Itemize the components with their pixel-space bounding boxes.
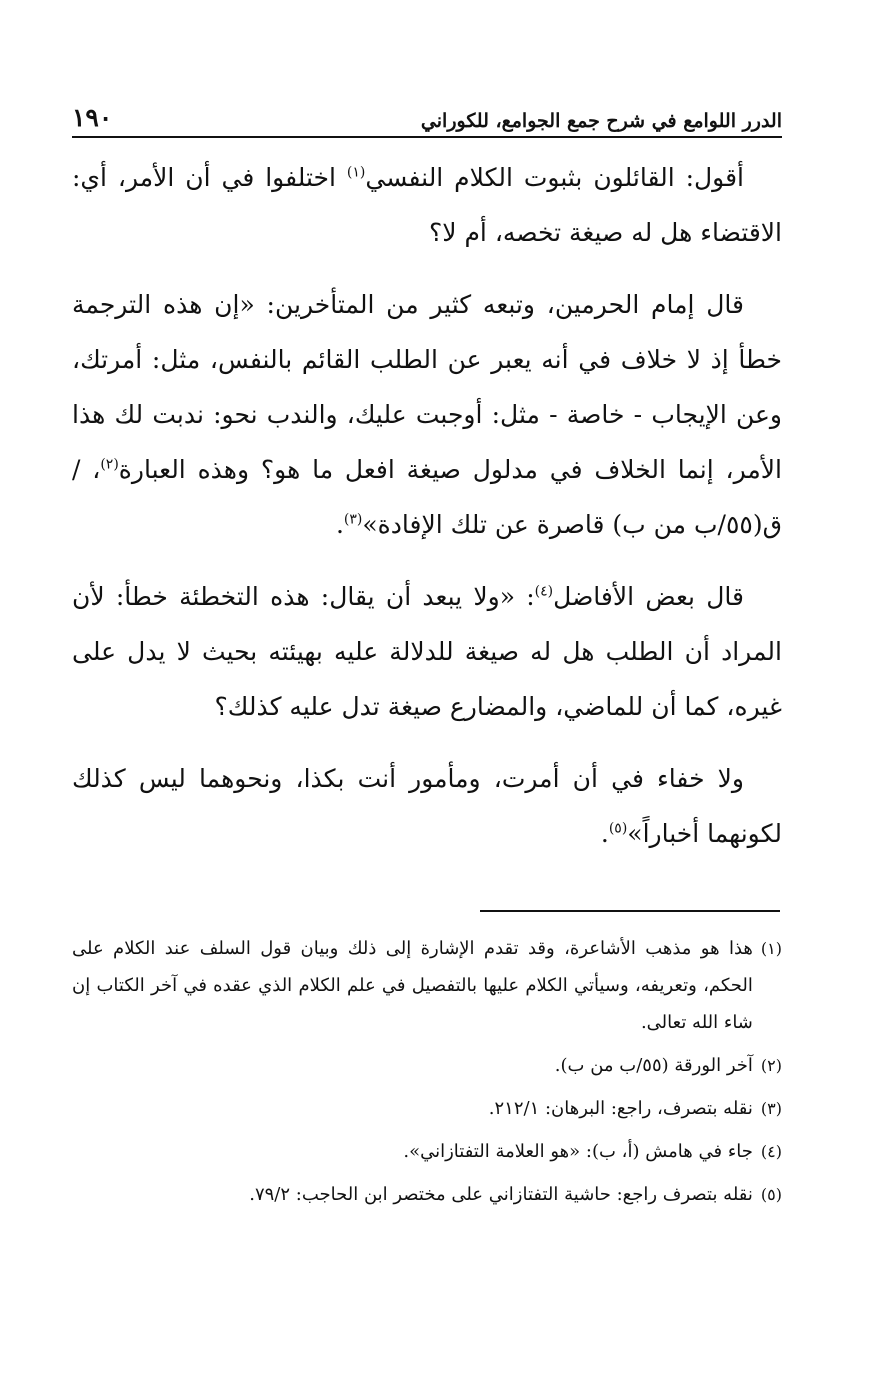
footnote-number: (٤) [760, 1142, 782, 1161]
page-header [72, 92, 782, 138]
footnote-number: (٢) [760, 1056, 782, 1075]
footnote-text: جاء في هامش (أ، ب): «هو العلامة التفتازاني». [403, 1141, 753, 1162]
footnote-ref-3: (٣) [343, 511, 363, 528]
footnote-2 [72, 1047, 782, 1084]
paragraph-2 [72, 277, 782, 552]
footnote-divider [480, 910, 780, 912]
footnotes [72, 930, 782, 1219]
running-title: الدرر اللوامع في شرح جمع الجوامع، للكوراني [420, 110, 782, 132]
footnote-text: آخر الورقة (٥٥/ب من ب). [554, 1055, 753, 1076]
paragraph-2-text-c: . [335, 510, 344, 539]
paragraph-2-text-a: قال إمام الحرمين، وتبعه كثير من المتأخرين: «إن هذه الترجمة خطأ إذ لا خلاف في أنه يعبر عن الطلب القائم بالنفس، مثل: أمرتك، وعن الإيجاب - خاصة - مثل: أوجبت عليك، والندب نحو: ندبت لك هذا الأمر، إنما الخلاف في مدلول صيغة افعل ما هو؟ وهذه العبارة [72, 290, 782, 484]
paragraph-1-text-b: اختلفوا في أن الأمر، أي: الاقتضاء هل له صيغة تخصه، أم لا؟ [72, 163, 782, 247]
footnote-ref-1: (١) [346, 164, 366, 181]
footnote-number: (٥) [760, 1185, 782, 1204]
footnote-ref-5: (٥) [608, 820, 628, 837]
paragraph-1-text-a: أقول: القائلون بثبوت الكلام النفسي [365, 163, 744, 192]
main-text [72, 150, 782, 878]
paragraph-1 [72, 150, 782, 260]
footnote-text: نقله بتصرف راجع: حاشية التفتازاني على مختصر ابن الحاجب: ٧٩/٢. [249, 1184, 753, 1205]
paragraph-4-text-a: ولا خفاء في أن أمرت، ومأمور أنت بكذا، ونحوهما ليس كذلك لكونهما أخباراً» [72, 764, 782, 848]
footnote-ref-2: (٢) [100, 456, 119, 473]
footnote-ref-4: (٤) [534, 583, 554, 600]
paragraph-3-text-b: : «ولا يبعد أن يقال: هذه التخطئة خطأ: لأن المراد أن الطلب هل له صيغة للدلالة عليه بهيئته بحيث لا يدل على غيره، كما أن للماضي، والمضارع صيغة تدل عليه كذلك؟ [72, 582, 782, 721]
paragraph-3 [72, 569, 782, 734]
paragraph-3-text-a: قال بعض الأفاضل [553, 582, 744, 611]
footnote-3 [72, 1090, 782, 1127]
footnote-4 [72, 1133, 782, 1170]
footnote-number: (١) [760, 939, 782, 958]
paragraph-2-text-b: ، / ق(٥٥/ب من ب) قاصرة عن تلك الإفادة» [72, 455, 782, 539]
footnote-text: نقله بتصرف، راجع: البرهان: ٢١٢/١. [488, 1098, 753, 1119]
footnote-number: (٣) [760, 1099, 782, 1118]
paragraph-4-text-b: . [600, 819, 609, 848]
page-number: ١٩٠ [72, 103, 113, 132]
footnote-text: هذا هو مذهب الأشاعرة، وقد تقدم الإشارة إلى ذلك وبيان قول السلف عند الكلام على الحكم، وتعريفه، وسيأتي الكلام عليها بالتفصيل في علم الكلام الذي عقده في آخر الكتاب إن شاء الله تعالى. [72, 938, 753, 1033]
footnote-5 [72, 1176, 782, 1213]
paragraph-4 [72, 751, 782, 861]
footnote-1 [72, 930, 782, 1041]
